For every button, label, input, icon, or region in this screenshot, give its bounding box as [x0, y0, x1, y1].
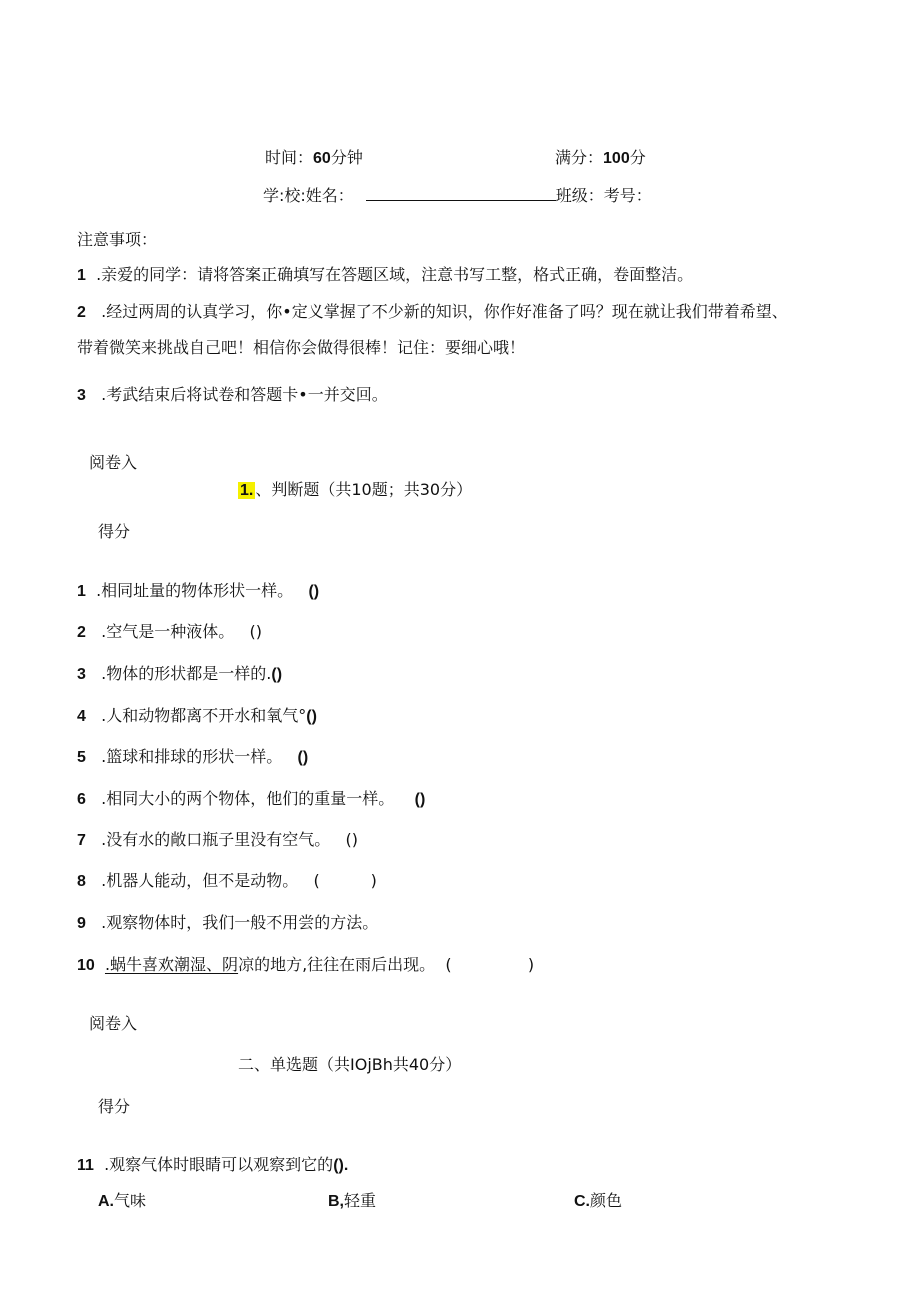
question — [77, 747, 308, 767]
question — [77, 1155, 348, 1175]
question-text-underlined: .蜗牛喜欢潮湿、阴 — [104, 955, 239, 974]
answer-blank[interactable]: () — [414, 791, 426, 808]
section-number: 1. — [240, 482, 254, 499]
question-num: 7 — [77, 832, 86, 849]
question-num: 6 — [77, 791, 86, 808]
question-num: 10 — [77, 957, 95, 974]
section-title-text: 、判断题（共10题；共30分） — [255, 480, 473, 499]
question-text: .相同址量的物体形状一样。 — [96, 581, 294, 600]
notice-title: 注意事项： — [77, 230, 158, 249]
answer-blank[interactable]: () — [308, 583, 320, 600]
notice-num: 3 — [77, 387, 86, 404]
question-text: .观察气体时眼睛可以观察到它的 — [104, 1155, 334, 1174]
score-value: 100 — [603, 150, 630, 167]
question-text: 凉的地方,往往在雨后出现。 — [238, 955, 436, 974]
notice-num: 1 — [77, 267, 86, 284]
name-label: 学:校:姓名： — [263, 186, 354, 205]
notice-text: .考武结束后将试卷和答题卡•一并交回。 — [101, 385, 388, 404]
question-text: .人和动物都离不开水和氧气° — [101, 706, 307, 725]
answer-blank[interactable]: ( ) — [445, 955, 535, 974]
answer-blank[interactable]: () — [297, 749, 309, 766]
time-info — [265, 148, 363, 168]
question-text: .物体的形状都是一样的. — [101, 664, 272, 683]
option-label: B, — [328, 1193, 344, 1210]
notice-item-continued: 带着微笑来挑战自己吧！相信你会做得很棒！记住：要细心哦！ — [77, 338, 526, 357]
reviewer-label: 阅卷入 — [89, 1014, 138, 1033]
score-label: 得分 — [98, 1097, 131, 1116]
question — [77, 955, 534, 975]
section-title — [238, 480, 472, 500]
question-num: 5 — [77, 749, 86, 766]
score-unit: 分 — [629, 148, 646, 167]
score-label: 满分： — [555, 148, 604, 167]
question-text: .没有水的敞口瓶子里没有空气。 — [101, 830, 331, 849]
student-info — [263, 186, 652, 205]
question — [77, 913, 378, 933]
reviewer-label: 阅卷入 — [89, 453, 138, 472]
time-unit: 分钟 — [330, 148, 363, 167]
question-text: .篮球和排球的形状一样。 — [101, 747, 283, 766]
answer-blank[interactable]: () — [345, 830, 359, 849]
question — [77, 581, 319, 601]
section-title: 二、单选题（共IOjBh共40分） — [238, 1055, 462, 1074]
question-num: 1 — [77, 583, 86, 600]
question-num: 3 — [77, 666, 86, 683]
option-b[interactable] — [328, 1191, 376, 1211]
option-text: 气味 — [114, 1191, 147, 1210]
question-num: 8 — [77, 873, 86, 890]
notice-text: .经过两周的认真学习，你•定义掌握了不少新的知识，你作好准备了吗？现在就让我们带着希望、 — [101, 302, 788, 321]
question-num: 2 — [77, 624, 86, 641]
notice-num: 2 — [77, 304, 86, 321]
question — [77, 706, 317, 726]
question — [77, 830, 358, 850]
question-text: .相同大小的两个物体，他们的重量一样。 — [101, 789, 395, 808]
option-label: A. — [98, 1193, 114, 1210]
option-text: 颜色 — [590, 1191, 623, 1210]
question-num: 11 — [77, 1157, 94, 1174]
answer-blank[interactable]: () — [306, 708, 317, 725]
answer-blank[interactable]: (). — [333, 1157, 349, 1174]
notice-item — [77, 302, 788, 322]
option-a[interactable] — [98, 1191, 146, 1211]
answer-blank[interactable]: ( ) — [313, 871, 377, 890]
answer-blank[interactable]: () — [249, 622, 263, 641]
class-number-label: 班级：考号： — [555, 186, 652, 205]
notice-item — [77, 385, 388, 405]
score-info — [555, 148, 646, 168]
score-label: 得分 — [98, 522, 131, 541]
time-value: 60 — [313, 150, 331, 167]
notice-item — [77, 265, 693, 285]
question-text: .观察物体时，我们一般不用尝的方法。 — [101, 913, 379, 932]
question — [77, 622, 262, 642]
name-blank-line[interactable] — [366, 186, 556, 201]
question-text: .机器人能动，但不是动物。 — [101, 871, 299, 890]
option-c[interactable] — [574, 1191, 622, 1211]
option-text: 轻重 — [344, 1191, 377, 1210]
question — [77, 871, 377, 891]
question-num: 4 — [77, 708, 86, 725]
question — [77, 664, 282, 684]
notice-text: .亲爱的同学：请将答案正确填写在答题区域，注意书写工整，格式正确，卷面整洁。 — [96, 265, 694, 284]
question-num: 9 — [77, 915, 86, 932]
option-label: C. — [574, 1193, 590, 1210]
question — [77, 789, 425, 809]
answer-blank[interactable]: () — [271, 666, 283, 683]
question-text: .空气是一种液体。 — [101, 622, 235, 641]
time-label: 时间： — [265, 148, 314, 167]
